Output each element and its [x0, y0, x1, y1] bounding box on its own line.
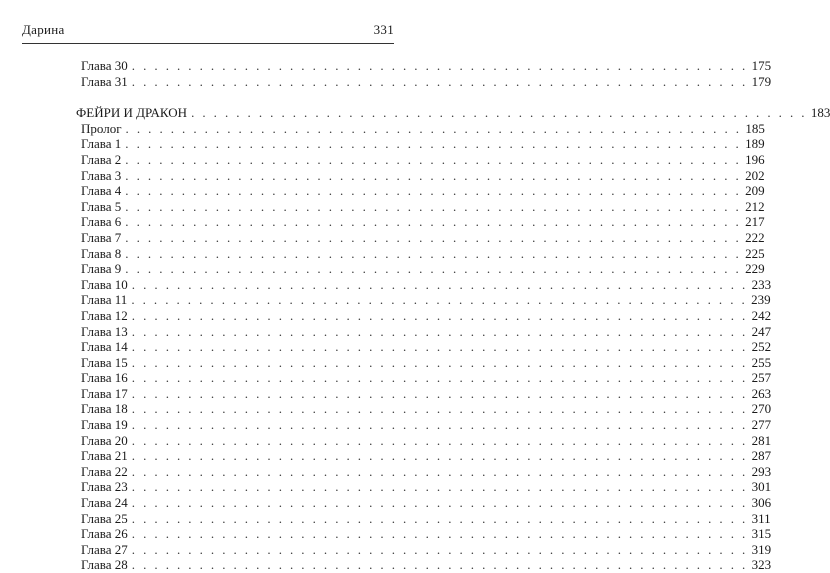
- toc-entry-page: 306: [751, 495, 772, 511]
- toc-entry: [76, 120, 765, 137]
- dot-leader: . . . . . . . . . . . . . . . . . . . . . . . . . . . . . . . . . . . . . . . . . . . . . . . . . . . . . . .: [131, 307, 748, 323]
- toc-entry-page: 202: [745, 167, 765, 183]
- toc-entry-label: Глава 20: [81, 432, 128, 448]
- toc-entry-page: 277: [751, 417, 772, 433]
- toc-entry-page: 229: [745, 261, 765, 277]
- toc-entry: [76, 151, 765, 168]
- toc-entry-page: 183: [810, 105, 830, 121]
- dot-leader: . . . . . . . . . . . . . . . . . . . . . . . . . . . . . . . . . . . . . . . . . . . . . . . . . . . . . . .: [131, 448, 748, 464]
- toc-entry: [76, 463, 772, 480]
- toc-entry: [76, 307, 772, 324]
- toc-entry-label: Глава 16: [81, 370, 128, 386]
- dot-leader: . . . . . . . . . . . . . . . . . . . . . . . . . . . . . . . . . . . . . . . . . . . . . . . . . . . . . . .: [125, 214, 742, 230]
- toc-entry-page: 225: [745, 245, 765, 261]
- toc-entry: [76, 292, 771, 308]
- dot-leader: . . . . . . . . . . . . . . . . . . . . . . . . . . . . . . . . . . . . . . . . . . . . . . . . . . . . . . .: [131, 417, 748, 433]
- toc-entry: [76, 510, 771, 527]
- toc-entry-label: Глава 24: [81, 495, 128, 511]
- toc-entry-label: Глава 1: [81, 136, 122, 152]
- dot-leader: . . . . . . . . . . . . . . . . . . . . . . . . . . . . . . . . . . . . . . . . . . . . . . . . . . . . . . .: [131, 510, 748, 526]
- dot-leader: . . . . . . . . . . . . . . . . . . . . . . . . . . . . . . . . . . . . . . . . . . . . . . . . . . . . . . .: [125, 183, 742, 199]
- toc-entry-label: Глава 30: [81, 58, 128, 73]
- toc-entry-page: 189: [745, 136, 765, 152]
- toc-entry-label: ФЕЙРИ И ДРАКОН: [76, 105, 188, 121]
- toc-entry-label: Глава 23: [81, 479, 128, 495]
- toc-entry-section-heading: [76, 105, 830, 121]
- toc-entry: [76, 323, 772, 340]
- toc-entry-page: 301: [751, 479, 772, 495]
- dot-leader: . . . . . . . . . . . . . . . . . . . . . . . . . . . . . . . . . . . . . . . . . . . . . . . . . . . . . . .: [131, 541, 748, 557]
- toc-entry-page: 311: [751, 510, 771, 526]
- toc-entry: [76, 541, 772, 558]
- toc-entry-page: 255: [751, 354, 772, 370]
- toc-entry-page: 247: [751, 323, 772, 339]
- dot-leader: . . . . . . . . . . . . . . . . . . . . . . . . . . . . . . . . . . . . . . . . . . . . . . . . . . . . . . .: [131, 73, 748, 89]
- toc-entry-page: 319: [751, 541, 772, 557]
- toc-entry-label: Глава 17: [81, 385, 128, 401]
- toc-entry-page: 222: [745, 229, 765, 245]
- toc-entry-page: 196: [745, 151, 765, 167]
- toc-entry-label: Глава 11: [81, 292, 128, 308]
- toc-entry-page: 287: [751, 448, 772, 464]
- toc-entry-label: Глава 18: [81, 401, 128, 417]
- toc-entry-label: Глава 2: [81, 151, 122, 167]
- toc-entry-label: Глава 10: [81, 276, 128, 292]
- toc-entry-label: Глава 22: [81, 463, 128, 479]
- toc-entry: [76, 385, 772, 402]
- running-header: [22, 20, 394, 42]
- dot-leader: . . . . . . . . . . . . . . . . . . . . . . . . . . . . . . . . . . . . . . . . . . . . . . . . . . . . . . .: [131, 323, 748, 339]
- toc-entry-label: Глава 12: [81, 307, 128, 323]
- dot-leader: . . . . . . . . . . . . . . . . . . . . . . . . . . . . . . . . . . . . . . . . . . . . . . . . . . . . . . .: [131, 339, 748, 355]
- dot-leader: . . . . . . . . . . . . . . . . . . . . . . . . . . . . . . . . . . . . . . . . . . . . . . . . . . . . . . .: [125, 136, 742, 152]
- toc-entry-page: 212: [745, 198, 765, 214]
- dot-leader: . . . . . . . . . . . . . . . . . . . . . . . . . . . . . . . . . . . . . . . . . . . . . . . . . . . . . . .: [131, 385, 748, 401]
- toc-entry-label: Глава 21: [81, 448, 128, 464]
- toc-entry-page: 293: [751, 463, 772, 479]
- page-number: 331: [373, 22, 394, 37]
- toc-entry: [76, 261, 765, 277]
- toc-entry: [76, 401, 772, 417]
- header-rule: [22, 43, 394, 44]
- dot-leader: . . . . . . . . . . . . . . . . . . . . . . . . . . . . . . . . . . . . . . . . . . . . . . . . . . . . . . .: [131, 479, 748, 495]
- toc-entry-page: 270: [751, 401, 772, 417]
- toc-entry-label: Глава 4: [81, 183, 122, 199]
- toc-entry-label: Глава 19: [81, 417, 128, 433]
- toc-entry: [76, 432, 772, 449]
- toc-entry: [76, 417, 772, 433]
- dot-leader: . . . . . . . . . . . . . . . . . . . . . . . . . . . . . . . . . . . . . . . . . . . . . . . . . . . . . . .: [131, 354, 748, 370]
- toc-entry-page: 242: [751, 307, 772, 323]
- dot-leader: . . . . . . . . . . . . . . . . . . . . . . . . . . . . . . . . . . . . . . . . . . . . . . . . . . . . . . .: [131, 432, 748, 448]
- toc-entry-label: Глава 9: [81, 261, 122, 277]
- dot-leader: . . . . . . . . . . . . . . . . . . . . . . . . . . . . . . . . . . . . . . . . . . . . . . . . . . . . . . .: [125, 245, 742, 261]
- toc-entry-label: Глава 25: [81, 510, 128, 526]
- dot-leader: . . . . . . . . . . . . . . . . . . . . . . . . . . . . . . . . . . . . . . . . . . . . . . . . . . . . . . .: [125, 229, 742, 245]
- toc-entry: [76, 339, 772, 355]
- dot-leader: . . . . . . . . . . . . . . . . . . . . . . . . . . . . . . . . . . . . . . . . . . . . . . . . . . . . . . .: [131, 276, 748, 292]
- toc-entry-label: Глава 15: [81, 354, 128, 370]
- dot-leader: . . . . . . . . . . . . . . . . . . . . . . . . . . . . . . . . . . . . . . . . . . . . . . . . . . . . . . .: [125, 120, 742, 136]
- toc-entry: [76, 136, 765, 152]
- toc-entry-label: Глава 27: [81, 541, 128, 557]
- dot-leader: . . . . . . . . . . . . . . . . . . . . . . . . . . . . . . . . . . . . . . . . . . . . . . . . . . . . . . .: [131, 292, 748, 308]
- toc-entry-label: Глава 14: [81, 339, 128, 355]
- toc-entry-page: 209: [745, 183, 765, 199]
- dot-leader: . . . . . . . . . . . . . . . . . . . . . . . . . . . . . . . . . . . . . . . . . . . . . . . . . . . . . . .: [125, 198, 742, 214]
- toc-entry-page: 315: [751, 526, 772, 542]
- toc-entry: [76, 370, 772, 386]
- toc-entry-label: Глава 5: [81, 198, 122, 214]
- toc-entry-page: 257: [751, 370, 772, 386]
- dot-leader: . . . . . . . . . . . . . . . . . . . . . . . . . . . . . . . . . . . . . . . . . . . . . . . . . . . . . . .: [131, 58, 748, 73]
- toc-entry-label: Глава 26: [81, 526, 128, 542]
- toc-entry-page: 175: [751, 58, 772, 73]
- toc-entry: [76, 245, 765, 262]
- dot-leader: . . . . . . . . . . . . . . . . . . . . . . . . . . . . . . . . . . . . . . . . . . . . . . . . . . . . . . .: [131, 495, 748, 511]
- running-title: Дарина: [22, 22, 65, 37]
- toc-entry-label: Пролог: [81, 120, 122, 136]
- toc-entry-page: 233: [751, 276, 772, 292]
- toc-entry: [76, 526, 772, 542]
- toc-entry: [76, 58, 772, 74]
- table-of-contents: [76, 58, 830, 573]
- toc-entry-label: Глава 8: [81, 245, 122, 261]
- toc-entry-label: Глава 28: [81, 557, 128, 573]
- toc-entry-page: 281: [751, 432, 772, 448]
- toc-entry: [76, 448, 772, 464]
- toc-entry-page: 263: [751, 385, 772, 401]
- dot-leader: . . . . . . . . . . . . . . . . . . . . . . . . . . . . . . . . . . . . . . . . . . . . . . . . . . . . . . .: [191, 105, 807, 121]
- toc-entry-label: Глава 6: [81, 214, 122, 230]
- dot-leader: . . . . . . . . . . . . . . . . . . . . . . . . . . . . . . . . . . . . . . . . . . . . . . . . . . . . . . .: [125, 261, 742, 277]
- toc-entry: [76, 557, 772, 573]
- toc-entry: [76, 198, 765, 215]
- dot-leader: . . . . . . . . . . . . . . . . . . . . . . . . . . . . . . . . . . . . . . . . . . . . . . . . . . . . . . .: [131, 557, 748, 573]
- toc-entry: [76, 73, 772, 90]
- toc-entry-label: Глава 3: [81, 167, 122, 183]
- toc-entry-label: Глава 13: [81, 323, 128, 339]
- toc-entry-page: 239: [751, 292, 771, 308]
- toc-entry: [76, 354, 772, 371]
- toc-entry-page: 252: [751, 339, 772, 355]
- dot-leader: . . . . . . . . . . . . . . . . . . . . . . . . . . . . . . . . . . . . . . . . . . . . . . . . . . . . . . .: [131, 401, 748, 417]
- toc-entry-label: Глава 7: [81, 229, 122, 245]
- toc-entry: [76, 479, 772, 495]
- toc-entry-label: Глава 31: [81, 73, 128, 89]
- toc-entry-page: 217: [745, 214, 765, 230]
- toc-entry: [76, 167, 765, 184]
- toc-entry: [76, 183, 765, 199]
- toc-entry-page: 185: [745, 120, 765, 136]
- dot-leader: . . . . . . . . . . . . . . . . . . . . . . . . . . . . . . . . . . . . . . . . . . . . . . . . . . . . . . .: [131, 370, 748, 386]
- dot-leader: . . . . . . . . . . . . . . . . . . . . . . . . . . . . . . . . . . . . . . . . . . . . . . . . . . . . . . .: [131, 463, 748, 479]
- toc-entry-page: 323: [751, 557, 772, 573]
- toc-entry: [76, 495, 772, 511]
- toc-entry: [76, 229, 765, 246]
- dot-leader: . . . . . . . . . . . . . . . . . . . . . . . . . . . . . . . . . . . . . . . . . . . . . . . . . . . . . . .: [125, 151, 742, 167]
- dot-leader: . . . . . . . . . . . . . . . . . . . . . . . . . . . . . . . . . . . . . . . . . . . . . . . . . . . . . . .: [125, 167, 742, 183]
- toc-entry: [76, 214, 765, 230]
- dot-leader: . . . . . . . . . . . . . . . . . . . . . . . . . . . . . . . . . . . . . . . . . . . . . . . . . . . . . . .: [131, 526, 748, 542]
- toc-entry: [76, 276, 772, 293]
- toc-entry-page: 179: [751, 73, 772, 89]
